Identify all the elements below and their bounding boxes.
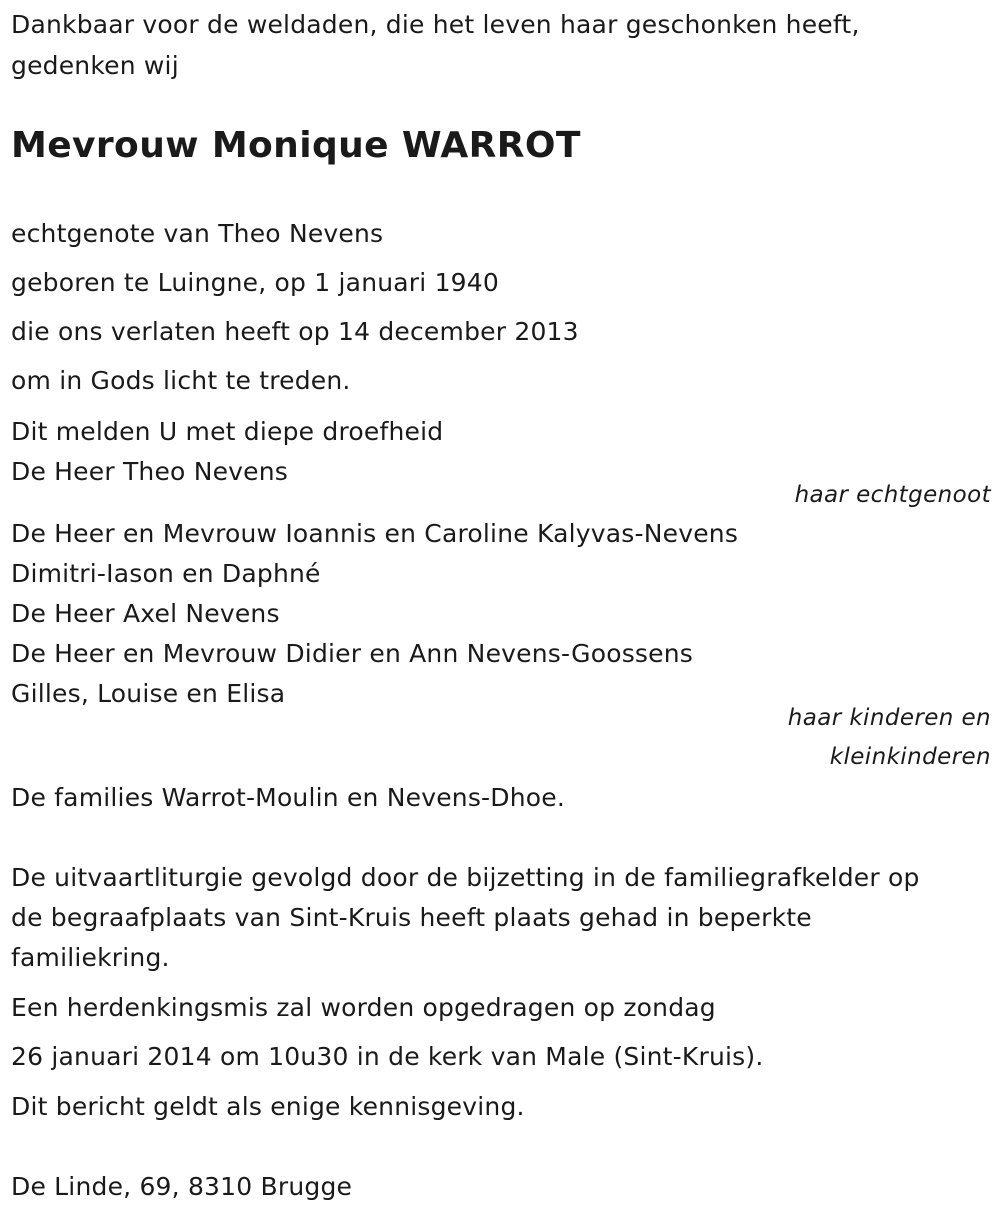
intro-line-1: Dankbaar voor de weldaden, die het leven haar geschonken heeft,	[11, 10, 860, 39]
deceased-name: Mevrouw Monique WARROT	[11, 125, 581, 166]
mass-line-1: Een herdenkingsmis zal worden opgedragen op zondag	[11, 993, 716, 1022]
death-line: die ons verlaten heeft op 14 december 2013	[11, 317, 579, 346]
children-line-4: De Heer en Mevrouw Didier en Ann Nevens-Goossens	[11, 639, 693, 668]
birth-line: geboren te Luingne, op 1 januari 1940	[11, 268, 499, 297]
intro-line-2: gedenken wij	[11, 51, 179, 80]
light-line: om in Gods licht te treden.	[11, 366, 351, 395]
children-line-5: Gilles, Louise en Elisa	[11, 679, 286, 708]
spouse-line: echtgenote van Theo Nevens	[11, 219, 384, 248]
children-line-2: Dimitri-Iason en Daphné	[11, 559, 321, 588]
funeral-line-3: familiekring.	[11, 943, 170, 972]
families-line: De families Warrot-Moulin en Nevens-Dhoe.	[11, 783, 566, 812]
funeral-line-1: De uitvaartliturgie gevolgd door de bijzetting in de familiegrafkelder op	[11, 863, 920, 892]
funeral-line-2: de begraafplaats van Sint-Kruis heeft plaats gehad in beperkte	[11, 903, 812, 932]
children-role-1: haar kinderen en	[787, 705, 991, 731]
children-line-1: De Heer en Mevrouw Ioannis en Caroline Kalyvas-Nevens	[11, 519, 739, 548]
husband-name: De Heer Theo Nevens	[11, 457, 289, 486]
mass-line-2: 26 januari 2014 om 10u30 in de kerk van Male (Sint-Kruis).	[11, 1042, 764, 1071]
address-line: De Linde, 69, 8310 Brugge	[11, 1172, 353, 1201]
notice-line: Dit bericht geldt als enige kennisgeving.	[11, 1092, 525, 1121]
husband-role: haar echtgenoot	[794, 482, 991, 508]
announcement-line: Dit melden U met diepe droefheid	[11, 417, 444, 446]
children-role-2: kleinkinderen	[829, 744, 991, 770]
children-line-3: De Heer Axel Nevens	[11, 599, 280, 628]
